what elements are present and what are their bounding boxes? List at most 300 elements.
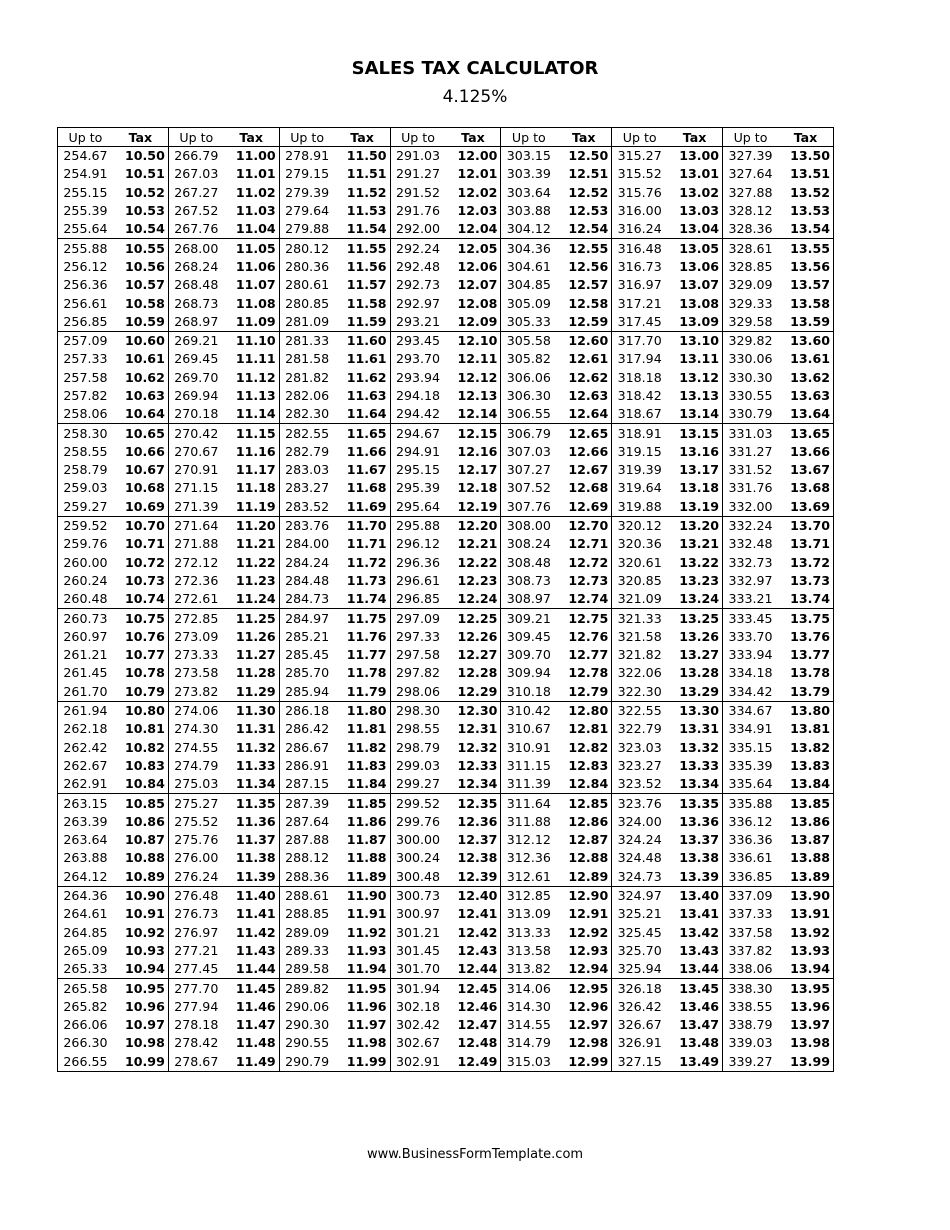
table-row <box>58 1016 834 1034</box>
up-to-amount: 268.24 <box>174 258 219 274</box>
up-to-amount: 258.30 <box>58 424 113 443</box>
tax-amount: 10.81 <box>113 720 168 738</box>
up-to-amount: 334.67 <box>723 701 778 720</box>
up-to-amount: 292.73 <box>395 277 441 293</box>
tax-amount: 13.46 <box>667 998 722 1016</box>
tax-amount: 13.28 <box>667 664 722 682</box>
tax-amount: 11.13 <box>224 387 279 405</box>
tax-amount: 12.88 <box>556 849 611 867</box>
up-to-amount: 282.30 <box>285 406 330 422</box>
tax-amount: 13.15 <box>667 424 722 443</box>
tax-amount: 12.80 <box>556 701 611 720</box>
up-to-amount: 260.00 <box>63 554 108 570</box>
up-to-amount: 297.33 <box>395 628 441 644</box>
tax-amount: 11.63 <box>335 387 390 405</box>
up-to-amount: 331.03 <box>723 424 778 443</box>
sales-tax-table <box>57 127 834 1072</box>
up-to-amount: 327.88 <box>728 184 773 200</box>
tax-amount: 11.38 <box>224 849 279 867</box>
tax-amount: 13.95 <box>778 979 834 998</box>
up-to-amount: 335.39 <box>728 757 773 773</box>
up-to-amount: 320.12 <box>612 516 667 535</box>
up-to-amount: 275.27 <box>168 794 223 813</box>
tax-amount: 10.66 <box>113 443 168 461</box>
up-to-amount: 322.30 <box>617 683 662 699</box>
table-row <box>58 739 834 757</box>
up-to-amount: 286.42 <box>285 721 330 737</box>
tax-amount: 12.82 <box>556 739 611 757</box>
up-to-amount: 278.67 <box>174 1053 219 1069</box>
tax-amount: 13.20 <box>667 516 722 535</box>
up-to-amount: 291.76 <box>395 203 441 219</box>
tax-amount: 11.55 <box>335 239 390 258</box>
up-to-amount: 284.00 <box>285 536 330 552</box>
up-to-amount: 294.18 <box>395 388 441 403</box>
up-to-amount: 336.61 <box>728 850 773 866</box>
tax-amount: 11.23 <box>224 572 279 590</box>
up-to-amount: 329.82 <box>723 331 778 350</box>
up-to-amount: 266.06 <box>63 1017 108 1033</box>
tax-amount: 12.33 <box>445 757 500 775</box>
up-to-amount: 327.64 <box>728 166 773 182</box>
tax-amount: 12.25 <box>445 609 500 628</box>
up-to-amount: 293.94 <box>395 369 441 385</box>
tax-amount: 12.45 <box>445 979 500 998</box>
up-to-amount: 323.27 <box>617 757 662 773</box>
tax-amount: 13.38 <box>667 849 722 867</box>
tax-amount: 12.94 <box>556 960 611 979</box>
tax-amount: 11.31 <box>224 720 279 738</box>
tax-amount: 13.85 <box>778 794 834 813</box>
up-to-amount: 321.58 <box>617 628 662 644</box>
header-tax: Tax <box>335 128 390 147</box>
tax-amount: 13.10 <box>667 331 722 350</box>
tax-amount: 12.17 <box>445 461 500 479</box>
tax-amount: 13.08 <box>667 294 722 312</box>
up-to-amount: 284.97 <box>279 609 334 628</box>
up-to-amount: 256.12 <box>63 258 108 274</box>
tax-amount: 12.39 <box>445 868 500 887</box>
up-to-amount: 310.42 <box>501 701 556 720</box>
up-to-amount: 311.39 <box>506 776 551 792</box>
tax-amount: 11.44 <box>224 960 279 979</box>
tax-amount: 13.32 <box>667 739 722 757</box>
up-to-amount: 286.67 <box>285 739 330 755</box>
up-to-amount: 324.73 <box>617 868 662 884</box>
up-to-amount: 291.27 <box>395 166 441 182</box>
up-to-amount: 316.00 <box>617 203 662 219</box>
up-to-amount: 280.12 <box>279 239 334 258</box>
up-to-amount: 312.12 <box>506 832 551 848</box>
tax-amount: 13.30 <box>667 701 722 720</box>
table-row <box>58 572 834 590</box>
tax-amount: 13.03 <box>667 202 722 220</box>
up-to-amount: 297.09 <box>390 609 445 628</box>
up-to-amount: 319.15 <box>617 443 662 459</box>
tax-amount: 12.20 <box>445 516 500 535</box>
up-to-amount: 267.03 <box>174 166 219 182</box>
up-to-amount: 310.91 <box>506 739 551 755</box>
tax-amount: 10.68 <box>113 479 168 497</box>
tax-amount: 10.95 <box>113 979 168 998</box>
table-row <box>58 720 834 738</box>
tax-amount: 10.74 <box>113 590 168 609</box>
up-to-amount: 295.15 <box>395 462 441 478</box>
header-tax: Tax <box>445 128 500 147</box>
up-to-amount: 336.36 <box>728 832 773 848</box>
tax-amount: 13.92 <box>778 923 834 941</box>
tax-amount: 12.56 <box>556 258 611 276</box>
up-to-amount: 269.21 <box>168 331 223 350</box>
tax-amount: 13.39 <box>667 868 722 887</box>
header-up-to: Up to <box>279 128 334 147</box>
tax-amount: 10.84 <box>113 775 168 794</box>
up-to-amount: 338.55 <box>728 998 773 1014</box>
up-to-amount: 330.06 <box>728 351 773 367</box>
up-to-amount: 331.27 <box>728 443 773 459</box>
up-to-amount: 291.52 <box>395 184 441 200</box>
up-to-amount: 272.36 <box>174 572 219 588</box>
tax-amount: 12.77 <box>556 646 611 664</box>
up-to-amount: 312.36 <box>506 850 551 866</box>
table-row <box>58 165 834 183</box>
up-to-amount: 329.33 <box>728 295 773 311</box>
up-to-amount: 265.82 <box>63 998 108 1014</box>
up-to-amount: 266.30 <box>63 1035 108 1051</box>
tax-amount: 11.14 <box>224 405 279 424</box>
tax-amount: 10.98 <box>113 1034 168 1052</box>
up-to-amount: 329.09 <box>728 277 773 293</box>
up-to-amount: 265.33 <box>63 961 108 977</box>
tax-amount: 10.83 <box>113 757 168 775</box>
up-to-amount: 277.45 <box>174 961 219 977</box>
tax-amount: 13.64 <box>778 405 834 424</box>
up-to-amount: 283.27 <box>285 480 330 496</box>
up-to-amount: 284.48 <box>285 572 330 588</box>
tax-amount: 10.97 <box>113 1016 168 1034</box>
up-to-amount: 261.70 <box>63 683 108 699</box>
up-to-amount: 324.48 <box>617 850 662 866</box>
up-to-amount: 292.48 <box>395 258 441 274</box>
tax-amount: 13.98 <box>778 1034 834 1052</box>
up-to-amount: 255.39 <box>63 203 108 219</box>
table-row <box>58 590 834 609</box>
up-to-amount: 270.42 <box>168 424 223 443</box>
tax-amount: 11.21 <box>224 535 279 553</box>
tax-amount: 13.25 <box>667 609 722 628</box>
up-to-amount: 303.88 <box>506 203 551 219</box>
up-to-amount: 285.70 <box>285 665 330 681</box>
tax-amount: 11.33 <box>224 757 279 775</box>
up-to-amount: 257.82 <box>63 388 108 403</box>
tax-amount: 12.96 <box>556 998 611 1016</box>
tax-amount: 10.75 <box>113 609 168 628</box>
tax-amount: 13.81 <box>778 720 834 738</box>
table-row <box>58 998 834 1016</box>
tax-amount: 13.68 <box>778 479 834 497</box>
up-to-amount: 308.97 <box>506 591 551 607</box>
up-to-amount: 258.55 <box>63 443 108 459</box>
up-to-amount: 319.88 <box>617 498 662 514</box>
tax-amount: 11.62 <box>335 369 390 387</box>
tax-amount: 12.90 <box>556 886 611 905</box>
up-to-amount: 258.79 <box>63 462 108 478</box>
tax-amount: 12.67 <box>556 461 611 479</box>
up-to-amount: 315.27 <box>617 148 662 164</box>
tax-amount: 13.37 <box>667 831 722 849</box>
table-row <box>58 258 834 276</box>
up-to-amount: 322.06 <box>617 665 662 681</box>
tax-amount: 12.58 <box>556 294 611 312</box>
table-row <box>58 294 834 312</box>
tax-amount: 11.56 <box>335 258 390 276</box>
tax-amount: 11.28 <box>224 664 279 682</box>
up-to-amount: 333.70 <box>728 628 773 644</box>
tax-amount: 12.43 <box>445 942 500 960</box>
up-to-amount: 261.45 <box>63 665 108 681</box>
up-to-amount: 311.15 <box>506 757 551 773</box>
up-to-amount: 302.42 <box>395 1017 441 1033</box>
up-to-amount: 268.00 <box>168 239 223 258</box>
tax-amount: 12.26 <box>445 628 500 646</box>
tax-amount: 11.88 <box>335 849 390 867</box>
up-to-amount: 259.52 <box>58 516 113 535</box>
up-to-amount: 273.09 <box>174 628 219 644</box>
up-to-amount: 300.97 <box>395 906 441 922</box>
up-to-amount: 282.79 <box>285 443 330 459</box>
table-row <box>58 831 834 849</box>
up-to-amount: 339.03 <box>728 1035 773 1051</box>
tax-amount: 12.32 <box>445 739 500 757</box>
up-to-amount: 264.85 <box>63 924 108 940</box>
table-row <box>58 461 834 479</box>
table-row <box>58 350 834 368</box>
tax-amount: 11.87 <box>335 831 390 849</box>
up-to-amount: 327.15 <box>617 1053 662 1069</box>
tax-amount: 13.36 <box>667 813 722 831</box>
tax-amount: 10.87 <box>113 831 168 849</box>
up-to-amount: 289.82 <box>279 979 334 998</box>
up-to-amount: 319.64 <box>617 480 662 496</box>
up-to-amount: 303.64 <box>506 184 551 200</box>
table-row <box>58 628 834 646</box>
tax-amount: 13.44 <box>667 960 722 979</box>
up-to-amount: 308.73 <box>506 572 551 588</box>
table-row <box>58 609 834 628</box>
header-tax: Tax <box>224 128 279 147</box>
tax-amount: 10.67 <box>113 461 168 479</box>
up-to-amount: 295.64 <box>395 498 441 514</box>
up-to-amount: 304.61 <box>506 258 551 274</box>
table-row <box>58 979 834 998</box>
tax-amount: 12.05 <box>445 239 500 258</box>
tax-amount: 13.73 <box>778 572 834 590</box>
tax-amount: 13.88 <box>778 849 834 867</box>
tax-amount: 12.59 <box>556 313 611 332</box>
up-to-amount: 273.82 <box>174 683 219 699</box>
tax-amount: 10.70 <box>113 516 168 535</box>
tax-amount: 10.59 <box>113 313 168 332</box>
tax-amount: 11.65 <box>335 424 390 443</box>
up-to-amount: 257.58 <box>63 369 108 385</box>
tax-amount: 13.33 <box>667 757 722 775</box>
tax-amount: 11.22 <box>224 554 279 572</box>
table-row <box>58 276 834 294</box>
tax-amount: 11.06 <box>224 258 279 276</box>
tax-amount: 11.04 <box>224 220 279 239</box>
up-to-amount: 307.03 <box>506 443 551 459</box>
up-to-amount: 297.82 <box>395 665 441 681</box>
tax-amount: 12.60 <box>556 331 611 350</box>
up-to-amount: 308.24 <box>506 536 551 552</box>
up-to-amount: 277.70 <box>168 979 223 998</box>
tax-amount: 13.12 <box>667 369 722 387</box>
up-to-amount: 281.09 <box>285 313 330 329</box>
up-to-amount: 321.33 <box>612 609 667 628</box>
up-to-amount: 318.91 <box>612 424 667 443</box>
tax-amount: 12.38 <box>445 849 500 867</box>
tax-amount: 12.54 <box>556 220 611 239</box>
up-to-amount: 287.64 <box>285 813 330 829</box>
tax-amount: 13.55 <box>778 239 834 258</box>
tax-amount: 11.00 <box>224 147 279 166</box>
tax-amount: 11.25 <box>224 609 279 628</box>
tax-amount: 13.35 <box>667 794 722 813</box>
up-to-amount: 287.88 <box>285 832 330 848</box>
tax-amount: 13.14 <box>667 405 722 424</box>
up-to-amount: 332.24 <box>723 516 778 535</box>
up-to-amount: 271.64 <box>168 516 223 535</box>
tax-amount: 11.48 <box>224 1034 279 1052</box>
up-to-amount: 285.94 <box>285 683 330 699</box>
header-tax: Tax <box>556 128 611 147</box>
tax-amount: 10.60 <box>113 331 168 350</box>
up-to-amount: 275.52 <box>174 813 219 829</box>
up-to-amount: 313.33 <box>506 924 551 940</box>
up-to-amount: 290.06 <box>285 998 330 1014</box>
up-to-amount: 313.82 <box>506 961 551 977</box>
table-row <box>58 184 834 202</box>
tax-amount: 12.75 <box>556 609 611 628</box>
table-row <box>58 479 834 497</box>
up-to-amount: 306.30 <box>506 388 551 403</box>
tax-amount: 11.79 <box>335 683 390 702</box>
tax-amount: 13.82 <box>778 739 834 757</box>
up-to-amount: 327.39 <box>728 148 773 164</box>
up-to-amount: 290.55 <box>285 1035 330 1051</box>
tax-amount: 12.21 <box>445 535 500 553</box>
up-to-amount: 299.76 <box>395 813 441 829</box>
tax-amount: 12.63 <box>556 387 611 405</box>
up-to-amount: 300.00 <box>395 832 441 848</box>
table-header-row <box>58 128 834 147</box>
table-row <box>58 960 834 979</box>
up-to-amount: 278.91 <box>285 148 330 164</box>
tax-amount: 11.71 <box>335 535 390 553</box>
tax-amount: 13.06 <box>667 258 722 276</box>
up-to-amount: 294.42 <box>395 406 441 422</box>
tax-rate: 4.125% <box>442 87 508 107</box>
up-to-amount: 277.94 <box>174 998 219 1014</box>
up-to-amount: 268.48 <box>174 277 219 293</box>
tax-amount: 11.70 <box>335 516 390 535</box>
tax-amount: 12.00 <box>445 147 500 166</box>
up-to-amount: 260.97 <box>63 628 108 644</box>
tax-amount: 13.86 <box>778 813 834 831</box>
up-to-amount: 334.91 <box>728 721 773 737</box>
table-row <box>58 369 834 387</box>
up-to-amount: 262.42 <box>63 739 108 755</box>
table-row <box>58 387 834 405</box>
up-to-amount: 294.91 <box>395 443 441 459</box>
up-to-amount: 324.00 <box>617 813 662 829</box>
up-to-amount: 313.09 <box>506 906 551 922</box>
up-to-amount: 268.73 <box>174 295 219 311</box>
up-to-amount: 335.64 <box>728 776 773 792</box>
tax-amount: 11.36 <box>224 813 279 831</box>
tax-amount: 11.64 <box>335 405 390 424</box>
tax-amount: 11.08 <box>224 294 279 312</box>
tax-amount: 11.61 <box>335 350 390 368</box>
up-to-amount: 266.79 <box>174 148 219 164</box>
up-to-amount: 337.33 <box>728 906 773 922</box>
tax-amount: 11.11 <box>224 350 279 368</box>
tax-amount: 13.97 <box>778 1016 834 1034</box>
header-up-to: Up to <box>612 128 667 147</box>
up-to-amount: 300.24 <box>395 850 441 866</box>
tax-amount: 11.89 <box>335 868 390 887</box>
tax-amount: 10.71 <box>113 535 168 553</box>
up-to-amount: 318.42 <box>617 388 662 403</box>
up-to-amount: 303.39 <box>506 166 551 182</box>
up-to-amount: 311.88 <box>506 813 551 829</box>
up-to-amount: 255.88 <box>58 239 113 258</box>
tax-amount: 10.50 <box>113 147 168 166</box>
tax-amount: 12.34 <box>445 775 500 794</box>
tax-amount: 12.84 <box>556 775 611 794</box>
tax-amount: 11.86 <box>335 813 390 831</box>
up-to-amount: 288.61 <box>279 886 334 905</box>
tax-amount: 12.16 <box>445 443 500 461</box>
up-to-amount: 296.12 <box>395 536 441 552</box>
up-to-amount: 317.45 <box>617 313 662 329</box>
tax-amount: 12.91 <box>556 905 611 923</box>
header-tax: Tax <box>667 128 722 147</box>
up-to-amount: 263.39 <box>63 813 108 829</box>
tax-amount: 12.81 <box>556 720 611 738</box>
footer-website: www.BusinessFormTemplate.com <box>366 1147 584 1162</box>
tax-amount: 13.19 <box>667 498 722 517</box>
tax-amount: 10.62 <box>113 369 168 387</box>
tax-amount: 13.94 <box>778 960 834 979</box>
up-to-amount: 292.00 <box>395 221 441 237</box>
tax-amount: 12.74 <box>556 590 611 609</box>
up-to-amount: 304.85 <box>506 277 551 293</box>
up-to-amount: 335.15 <box>728 739 773 755</box>
tax-amount: 12.51 <box>556 165 611 183</box>
up-to-amount: 296.85 <box>395 591 441 607</box>
tax-amount: 13.47 <box>667 1016 722 1034</box>
tax-amount: 12.46 <box>445 998 500 1016</box>
up-to-amount: 283.76 <box>279 516 334 535</box>
up-to-amount: 270.18 <box>174 406 219 422</box>
up-to-amount: 289.09 <box>285 924 330 940</box>
up-to-amount: 316.24 <box>617 221 662 237</box>
tax-amount: 12.09 <box>445 313 500 332</box>
up-to-amount: 324.24 <box>617 832 662 848</box>
up-to-amount: 301.45 <box>395 942 441 958</box>
tax-amount: 12.47 <box>445 1016 500 1034</box>
